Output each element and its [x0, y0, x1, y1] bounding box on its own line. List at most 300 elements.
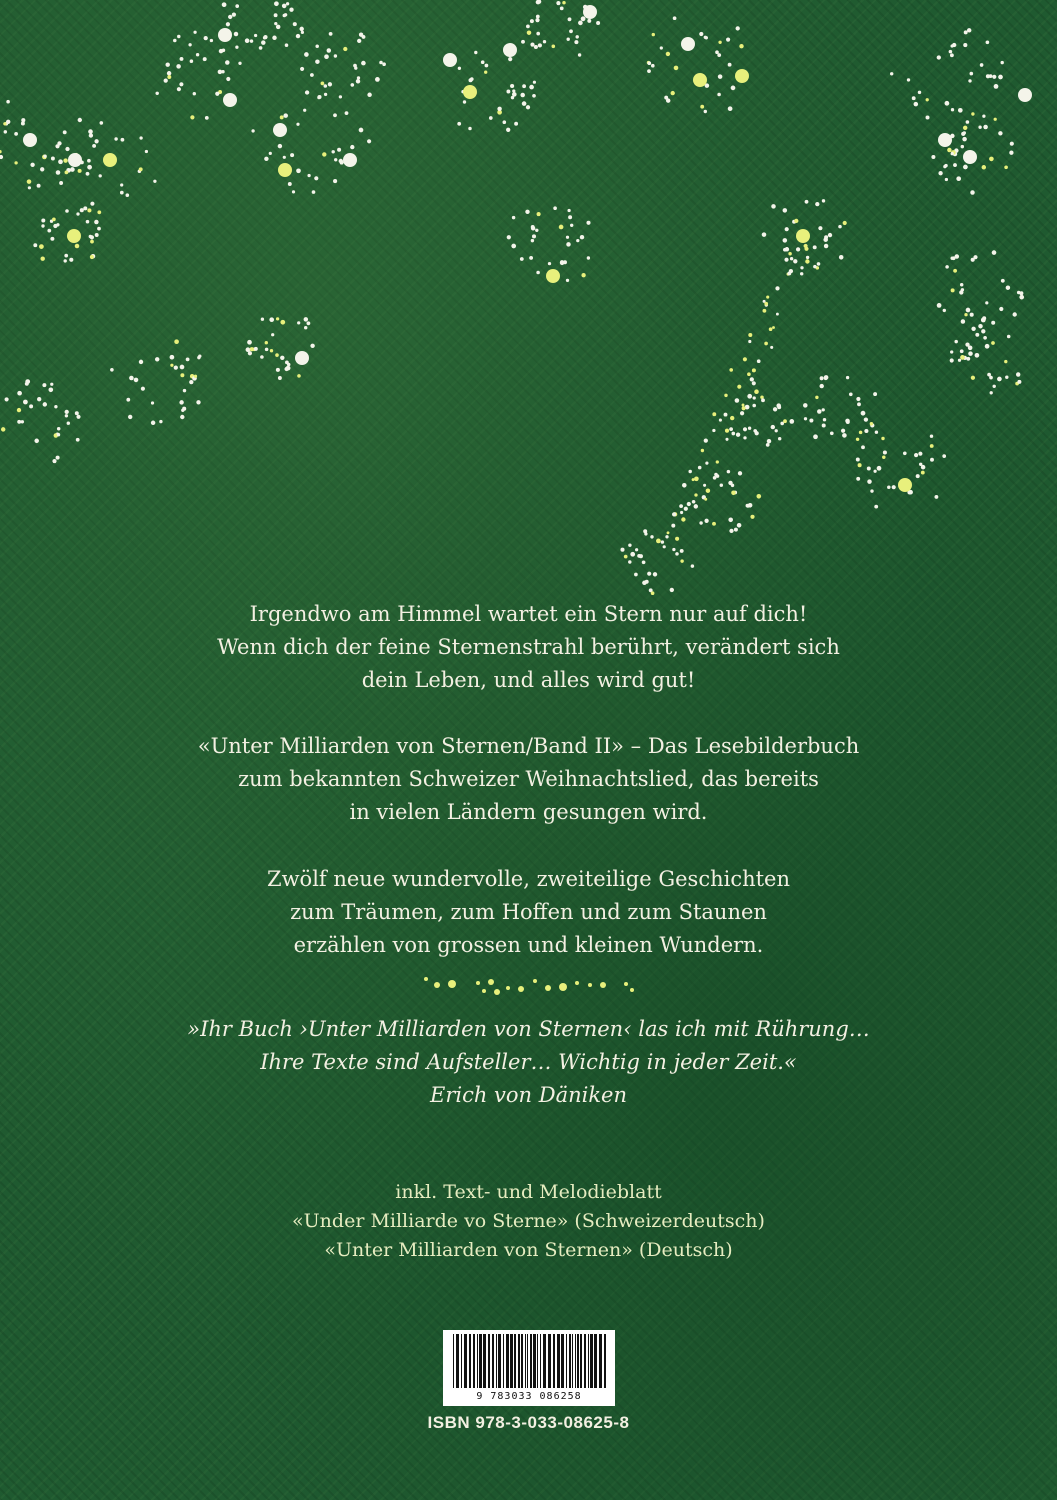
star-dot [704, 519, 708, 523]
star-dot [78, 118, 82, 122]
star-dot [945, 265, 949, 269]
star-dot [963, 126, 967, 130]
star-dot [1019, 291, 1023, 295]
star-dot [793, 259, 797, 263]
star-dot [0, 150, 2, 153]
star-dot [215, 92, 219, 96]
star-dot [463, 100, 466, 103]
star-dot [55, 144, 59, 148]
stories-line: zum Träumen, zum Hoffen und zum Staunen [290, 900, 767, 924]
divider-dot [533, 979, 537, 983]
star-dot [903, 451, 907, 455]
star-dot [930, 444, 934, 448]
star-dot [950, 44, 953, 47]
star-dot [994, 84, 999, 89]
star-dot [556, 1, 560, 5]
star-dot [232, 12, 236, 16]
barcode-bar [594, 1334, 597, 1388]
star-dot [21, 118, 25, 122]
star-dot [740, 411, 744, 415]
isbn-number: ISBN 978-3-033-08625-8 [427, 1413, 630, 1432]
star-dot [962, 137, 967, 142]
stories-line: erzählen von grossen und kleinen Wundern. [293, 933, 764, 957]
star-dot [183, 389, 186, 392]
star-dot [660, 46, 663, 49]
star-dot [30, 163, 34, 167]
star-dot [805, 200, 809, 204]
star-dot [823, 418, 826, 421]
star-dot [937, 303, 942, 308]
star-dot [699, 521, 702, 524]
star-dot [14, 132, 18, 136]
star-dot [333, 179, 337, 183]
blurb-line: Wenn dich der feine Sternenstrahl berührt, verändert sich [217, 635, 840, 659]
star-dot [724, 413, 728, 417]
star-dot [269, 317, 274, 322]
star-dot [914, 453, 918, 457]
star-dot [522, 101, 527, 106]
testimonial-quote [0, 1013, 1057, 1112]
star-dot [651, 591, 655, 595]
star-dot [965, 342, 969, 346]
star-dot [748, 503, 753, 508]
star-dot [39, 244, 44, 249]
star-dot [1006, 285, 1010, 289]
star-dot [956, 176, 961, 181]
star-dot [718, 74, 723, 79]
star-dot [87, 159, 91, 163]
star-dot [824, 375, 829, 380]
star-dot [186, 358, 190, 362]
star-dot [507, 235, 511, 239]
barcode-bar [498, 1334, 501, 1388]
star-dot [663, 545, 666, 548]
star-dot [675, 537, 679, 541]
star-dot [282, 4, 287, 9]
star-dot [301, 31, 304, 34]
star-dot [481, 60, 485, 64]
star-dot [731, 491, 736, 496]
star-dot [196, 400, 200, 404]
star-dot [286, 2, 289, 5]
star-dot [843, 221, 847, 225]
star-dot [537, 212, 541, 216]
star-dot [276, 317, 279, 320]
star-dot [261, 318, 264, 321]
star-dot [1004, 165, 1008, 169]
star-dot [1000, 61, 1003, 64]
star-dot [520, 93, 525, 98]
star-dot [251, 129, 254, 132]
glowing-star [693, 73, 707, 87]
star-dot [63, 158, 67, 162]
star-trail-dot [804, 247, 808, 251]
star-dot [1, 427, 5, 431]
star-dot [177, 35, 180, 38]
star-dot [59, 181, 63, 185]
star-dot [566, 242, 570, 246]
star-dot [817, 409, 822, 414]
star-dot [235, 46, 238, 49]
star-dot [90, 255, 94, 259]
star-dot [960, 283, 963, 286]
star-dot [164, 78, 168, 82]
star-dot [204, 36, 208, 40]
star-dot [575, 35, 578, 38]
barcode-bar [514, 1334, 516, 1388]
star-dot [47, 229, 51, 233]
star-dot [570, 224, 573, 227]
star-dot [57, 433, 60, 436]
glowing-star [796, 229, 810, 243]
star-dot [914, 102, 919, 107]
star-trail-dot [730, 416, 734, 420]
barcode-bar [453, 1334, 454, 1388]
star-dot [630, 552, 635, 557]
star-dot [566, 236, 569, 239]
star-dot [783, 208, 788, 213]
star-dot [527, 30, 532, 35]
star-dot [883, 450, 887, 454]
star-dot [304, 326, 307, 329]
star-dot [994, 118, 997, 121]
isbn-barcode [443, 1330, 615, 1406]
star-dot [280, 356, 284, 360]
star-dot [375, 77, 380, 82]
star-dot [468, 127, 472, 131]
star-dot [856, 397, 860, 401]
star-dot [828, 233, 832, 237]
star-dot [634, 573, 638, 577]
star-dot [734, 528, 738, 532]
star-dot [179, 400, 183, 404]
star-dot [532, 94, 536, 98]
star-dot [729, 427, 733, 431]
star-dot [314, 176, 318, 180]
star-dot [991, 321, 995, 325]
star-dot [777, 405, 781, 409]
star-dot [674, 66, 679, 71]
star-trail-dot [680, 511, 683, 514]
star-dot [971, 327, 975, 331]
barcode-bar [553, 1334, 555, 1388]
star-dot [980, 63, 984, 67]
star-dot [510, 84, 514, 88]
star-dot [543, 40, 546, 43]
star-dot [578, 21, 583, 26]
star-dot [6, 120, 10, 124]
star-dot [286, 366, 291, 371]
star-dot [794, 219, 798, 223]
barcode-bar [492, 1334, 494, 1388]
star-dot [743, 436, 746, 439]
star-trail-dot [672, 512, 676, 516]
star-dot [559, 225, 564, 230]
star-dot [3, 122, 6, 125]
star-dot [139, 136, 142, 139]
star-dot [999, 307, 1003, 311]
star-trail-dot [681, 517, 685, 521]
star-trail-dot [766, 296, 769, 299]
star-dot [506, 128, 510, 132]
star-dot [53, 224, 57, 228]
glowing-star [898, 478, 912, 492]
star-dot [738, 471, 742, 475]
star-dot [531, 226, 535, 230]
barcode-bar [456, 1334, 459, 1388]
star-dot [992, 385, 995, 388]
star-dot [76, 415, 80, 419]
star-dot [947, 148, 951, 152]
star-dot [815, 396, 818, 399]
star-dot [90, 240, 94, 244]
star-dot [576, 239, 579, 242]
star-dot [864, 429, 868, 433]
star-dot [33, 243, 37, 247]
star-dot [303, 109, 306, 112]
star-dot [964, 30, 968, 34]
star-dot [221, 70, 224, 73]
glowing-star [938, 133, 952, 147]
star-dot [958, 359, 961, 362]
divider-dot [630, 988, 634, 992]
star-dot [890, 72, 893, 75]
star-dot [926, 116, 930, 120]
star-dot [706, 488, 711, 493]
blurb-line: Irgendwo am Himmel wartet ein Stern nur auf dich! [249, 602, 808, 626]
star-dot [52, 218, 56, 222]
star-dot [226, 77, 230, 81]
star-dot [982, 115, 985, 118]
star-dot [64, 254, 68, 258]
star-dot [310, 344, 314, 348]
star-dot [0, 155, 3, 159]
star-dot [128, 415, 132, 419]
star-dot [203, 57, 207, 61]
star-dot [269, 152, 272, 155]
star-dot [813, 265, 817, 269]
star-dot [963, 131, 966, 134]
glowing-star [273, 123, 287, 137]
star-dot [225, 60, 230, 65]
star-dot [1005, 375, 1008, 378]
star-dot [820, 376, 824, 380]
barcode-bar [506, 1334, 509, 1388]
star-dot [173, 39, 177, 43]
star-dot [522, 84, 526, 88]
star-dot [951, 288, 955, 292]
star-dot [531, 239, 534, 242]
star-dot [315, 59, 319, 63]
star-trail-dot [704, 438, 708, 442]
star-dot [37, 397, 41, 401]
star-dot [155, 357, 159, 361]
star-dot [766, 443, 770, 447]
star-dot [265, 341, 268, 344]
star-dot [502, 120, 506, 124]
star-dot [305, 90, 309, 94]
star-dot [307, 174, 310, 177]
star-dot [327, 48, 331, 52]
star-dot [484, 71, 487, 74]
star-dot [274, 13, 278, 17]
star-dot [63, 130, 67, 134]
star-dot [716, 474, 720, 478]
star-trail-dot [692, 478, 695, 481]
star-dot [953, 269, 957, 273]
included-extras [0, 1178, 1057, 1265]
star-dot [673, 16, 677, 20]
dotted-star-divider [0, 965, 1057, 1005]
star-dot [238, 62, 241, 65]
star-dot [955, 254, 960, 259]
star-dot [767, 439, 771, 443]
star-dot [578, 53, 581, 56]
glowing-star [103, 153, 117, 167]
star-dot [650, 535, 653, 538]
star-dot [139, 360, 143, 364]
star-dot [682, 483, 687, 488]
star-dot [680, 549, 684, 553]
star-dot [315, 44, 319, 48]
star-dot [34, 439, 39, 444]
barcode-bar [557, 1334, 560, 1388]
star-dot [639, 554, 643, 558]
star-dot [126, 398, 130, 402]
star-dot [170, 364, 173, 367]
star-dot [92, 144, 96, 148]
star-trail-dot [769, 327, 773, 331]
star-dot [656, 539, 661, 544]
star-dot [998, 131, 1002, 135]
star-dot [17, 420, 21, 424]
star-trail-dot [705, 461, 708, 464]
star-dot [529, 256, 533, 260]
star-dot [728, 63, 732, 67]
star-dot [345, 111, 349, 115]
star-dot [966, 308, 971, 313]
star-dot [139, 167, 143, 171]
star-dot [65, 414, 68, 417]
divider-dot [600, 982, 606, 988]
star-trail-dot [698, 466, 702, 470]
star-dot [271, 333, 274, 336]
star-trail-dot [784, 258, 788, 262]
star-dot [567, 209, 570, 212]
star-dot [968, 79, 971, 82]
star-dot [324, 84, 328, 88]
star-trail-dot [712, 429, 715, 432]
star-dot [652, 33, 655, 36]
star-dot [822, 408, 825, 411]
star-dot [748, 426, 751, 429]
star-dot [647, 61, 651, 65]
star-dot [254, 34, 257, 37]
glowing-star [735, 69, 749, 83]
star-trail-dot [764, 302, 768, 306]
divider-dot [559, 983, 567, 991]
star-dot [624, 555, 628, 559]
star-dot [951, 152, 954, 155]
star-dot [783, 238, 788, 243]
star-dot [569, 29, 573, 33]
star-dot [176, 64, 181, 69]
barcode-bar [577, 1334, 579, 1388]
star-dot [40, 256, 44, 260]
star-dot [58, 159, 63, 164]
star-dot [533, 81, 536, 84]
star-dot [580, 235, 584, 239]
star-dot [245, 38, 250, 43]
star-dot [56, 456, 60, 460]
star-dot [141, 387, 145, 391]
star-trail-dot [671, 524, 675, 528]
star-dot [521, 40, 525, 44]
star-dot [950, 256, 953, 259]
star-dot [931, 155, 935, 159]
star-dot [210, 39, 213, 42]
star-dot [960, 355, 965, 360]
star-dot [562, 1, 565, 4]
glowing-star [963, 150, 977, 164]
star-trail-dot [750, 377, 754, 381]
star-dot [78, 169, 82, 173]
star-dot [727, 470, 731, 474]
star-dot [89, 235, 92, 238]
star-dot [65, 147, 69, 151]
star-dot [310, 73, 314, 77]
star-dot [14, 161, 17, 164]
star-dot [789, 419, 794, 424]
star-dot [167, 71, 171, 75]
barcode-bar [464, 1334, 467, 1388]
star-trail-dot [747, 372, 751, 376]
star-dot [986, 74, 990, 78]
star-dot [97, 210, 101, 214]
star-dot [265, 348, 269, 352]
extras-line: inkl. Text- und Melodieblatt [395, 1181, 662, 1203]
star-dot [333, 113, 337, 117]
star-dot [535, 18, 539, 22]
star-dot [937, 55, 941, 59]
star-trail-dot [704, 498, 707, 501]
star-dot [628, 543, 631, 546]
star-dot [180, 57, 184, 61]
star-dot [856, 438, 859, 441]
star-dot [180, 365, 185, 370]
star-dot [715, 50, 719, 54]
star-dot [226, 22, 230, 26]
star-dot [985, 344, 990, 349]
star-dot [321, 82, 325, 86]
barcode-bars [443, 1330, 615, 1390]
star-dot [65, 209, 69, 213]
star-dot [958, 108, 963, 113]
star-dot [870, 489, 873, 492]
star-dot [174, 365, 178, 369]
star-dot [970, 190, 974, 194]
star-dot [726, 38, 730, 42]
star-dot [180, 373, 184, 377]
star-dot [534, 45, 538, 49]
star-dot [180, 415, 184, 419]
star-dot [63, 259, 66, 262]
barcode-bar [525, 1334, 526, 1388]
star-dot [508, 57, 512, 61]
star-dot [858, 463, 862, 467]
barcode-bar [469, 1334, 471, 1388]
star-dot [830, 431, 834, 435]
